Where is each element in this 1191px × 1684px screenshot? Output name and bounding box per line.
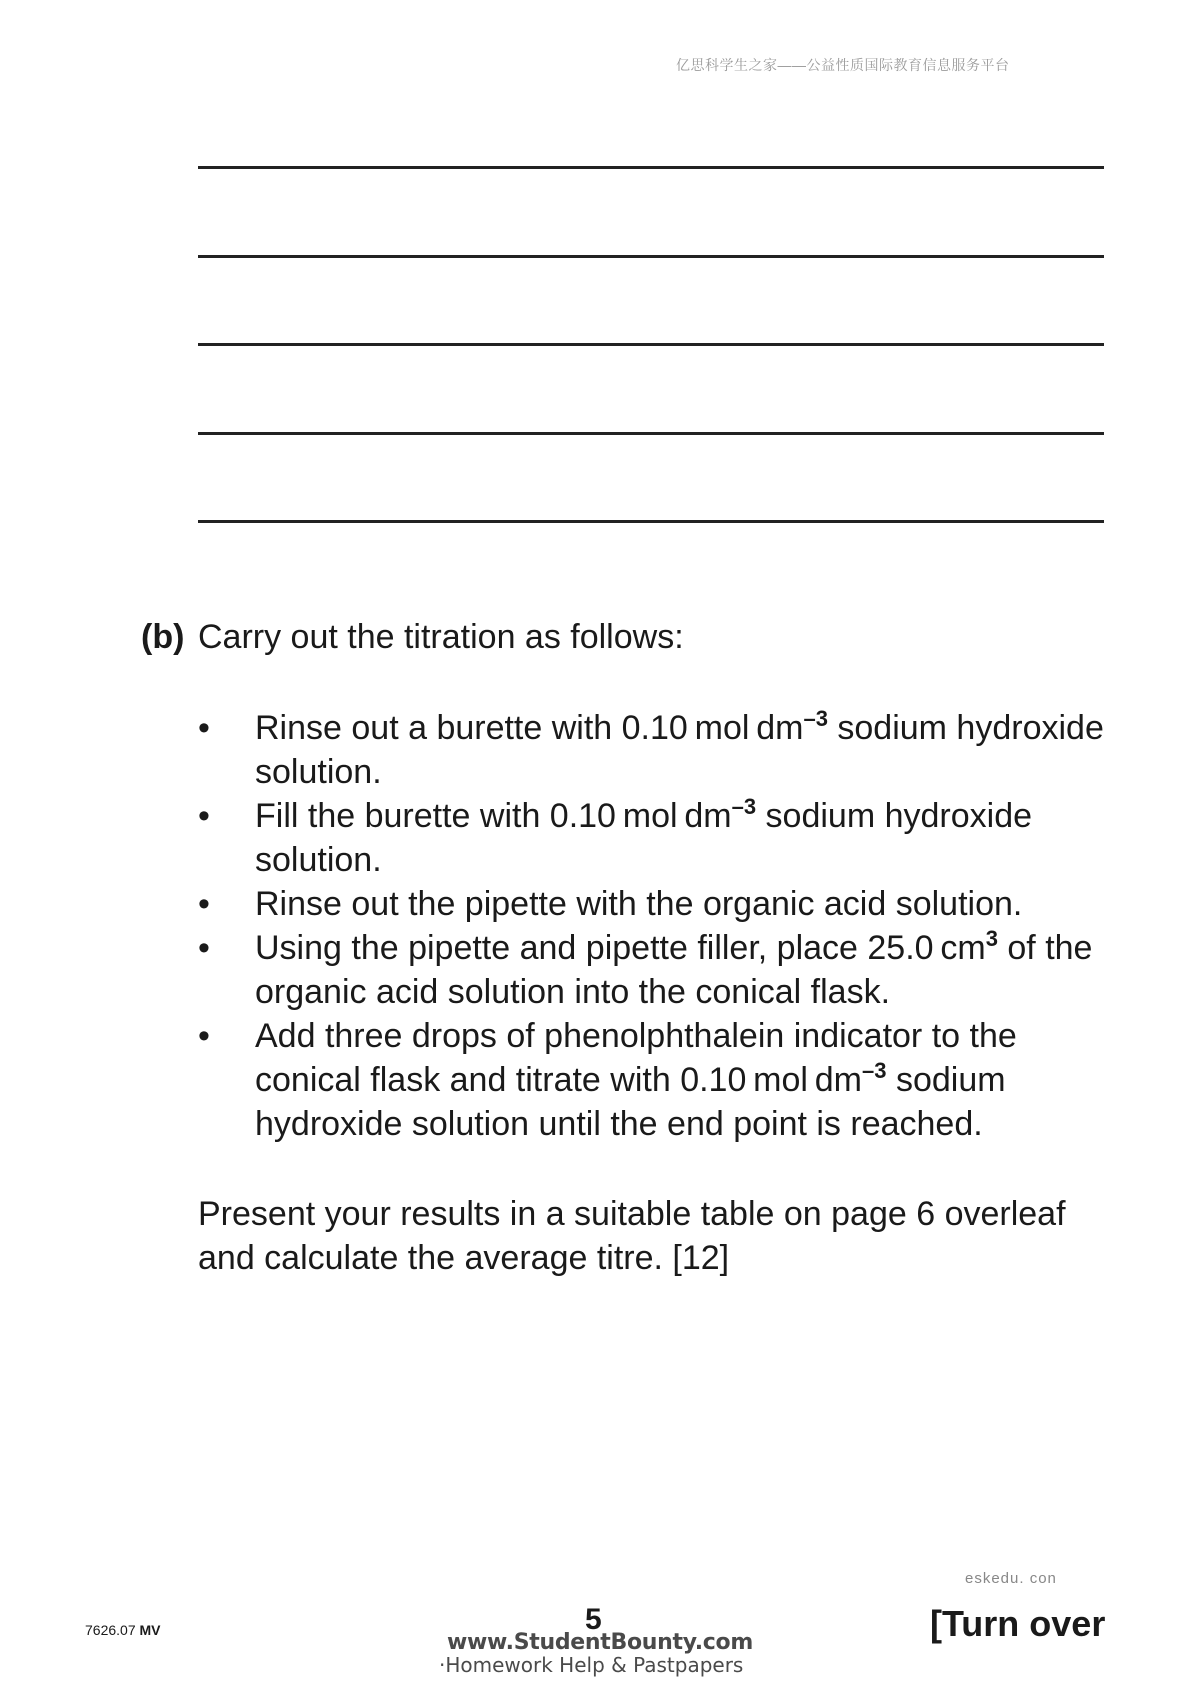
step-text: Rinse out the pipette with the organic acid solution. <box>255 885 1023 923</box>
question-intro: Carry out the titration as follows: <box>198 618 684 656</box>
answer-line <box>198 432 1104 435</box>
studentbounty-stamp <box>439 1630 753 1677</box>
answer-line <box>198 255 1104 258</box>
page-number: 5 <box>585 1603 602 1636</box>
step-text-after: sodium hydroxide solution. <box>255 797 1033 879</box>
step-text: Using the pipette and pipette filler, place 25.0 cm <box>255 929 986 967</box>
step-superscript: 3 <box>985 926 998 951</box>
step-text-after: sodium hydroxide solution. <box>255 709 1104 791</box>
paper-code-suffix: MV <box>139 1622 161 1638</box>
paper-code <box>85 1622 161 1638</box>
step-text: Fill the burette with 0.10 mol dm <box>255 797 732 835</box>
step-text-after: of the organic acid solution into the conical flask. <box>255 929 1093 1011</box>
step-item <box>198 706 1118 794</box>
stamp-url: www.StudentBounty.com <box>447 1630 753 1655</box>
answer-line <box>198 343 1104 346</box>
answer-line <box>198 166 1104 169</box>
step-superscript: –3 <box>803 706 828 731</box>
bullet-icon: • <box>198 1017 210 1055</box>
answer-line <box>198 520 1104 523</box>
paper-code-number: 7626.07 <box>85 1622 136 1638</box>
bullet-icon: • <box>198 885 210 923</box>
question-part-label: (b) <box>141 618 185 656</box>
step-item <box>198 926 1118 1014</box>
bullet-icon: • <box>198 709 210 747</box>
step-item <box>198 1014 1118 1146</box>
closing-instruction: Present your results in a suitable table on page 6 overleaf and calculate the average titre. [12] <box>198 1195 1066 1277</box>
stamp-tagline: ·Homework Help & Pastpapers <box>439 1653 744 1677</box>
bullet-icon: • <box>198 929 210 967</box>
step-superscript: –3 <box>862 1058 887 1083</box>
step-item <box>198 794 1118 882</box>
bullet-icon: • <box>198 797 210 835</box>
step-item <box>198 882 1118 926</box>
site-watermark: eskedu. con <box>965 1570 1057 1587</box>
step-text: Rinse out a burette with 0.10 mol dm <box>255 709 804 747</box>
step-text-after: sodium hydroxide solution until the end point is reached. <box>255 1061 1006 1143</box>
header-watermark: 亿思科学生之家——公益性质国际教育信息服务平台 <box>676 57 1010 73</box>
turn-over-label: [Turn over <box>930 1603 1106 1644</box>
step-superscript: –3 <box>731 794 757 819</box>
titration-steps <box>198 706 1118 1146</box>
step-text: Add three drops of phenolphthalein indicator to the conical flask and titrate with 0.10 mol dm <box>255 1017 1017 1099</box>
